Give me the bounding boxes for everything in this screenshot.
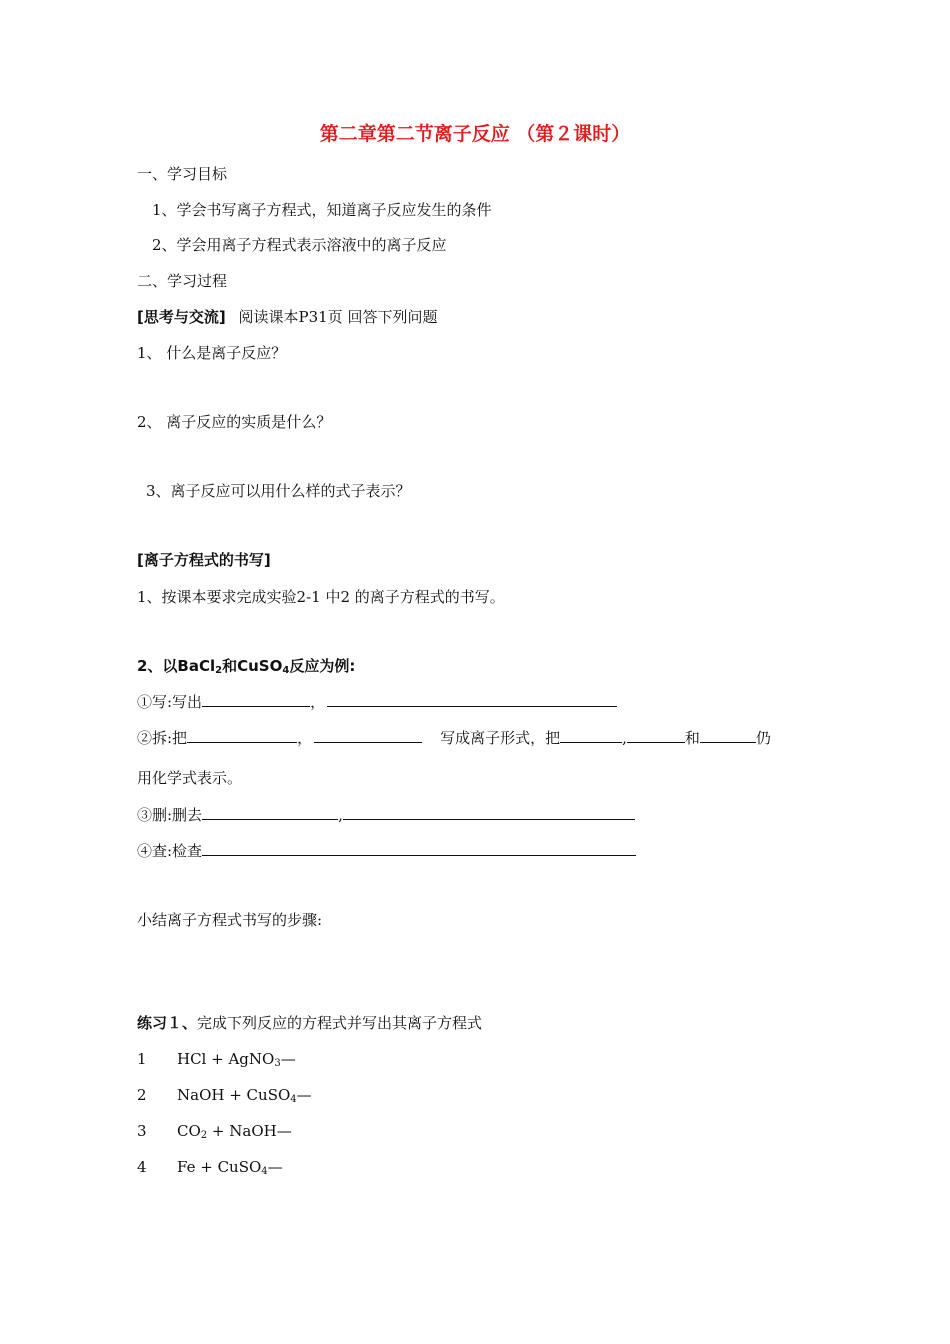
practice-formula: NaOH + CuSO xyxy=(177,1086,291,1104)
step-2-continued: 用化学式表示。 xyxy=(137,769,243,787)
step1-label: ①写:写出 xyxy=(137,693,203,711)
practice-item-4 xyxy=(137,1157,283,1182)
practice-tail: + NaOH— xyxy=(207,1122,292,1140)
practice-label: 练习１、 xyxy=(137,1014,198,1032)
question-2: 2、 离子反应的实质是什么？ xyxy=(137,413,332,431)
step2-label: ②拆:把 xyxy=(137,729,188,747)
step2-mid: 写成离子形式，把 xyxy=(440,729,561,747)
blank-1a[interactable] xyxy=(202,692,310,707)
blank-1b[interactable] xyxy=(327,692,617,707)
step-1 xyxy=(137,692,617,712)
writing-item-2 xyxy=(137,656,355,681)
comma-2: ， xyxy=(297,729,313,747)
comma-4: , xyxy=(338,806,343,824)
objective-item-2: 2、学会用离子方程式表示溶液中的离子反应 xyxy=(152,236,447,254)
blank-3a[interactable] xyxy=(202,805,338,820)
practice-num: 1 xyxy=(137,1050,147,1068)
think-label: [思考与交流] xyxy=(137,308,226,326)
blank-3b[interactable] xyxy=(343,805,635,820)
comma-1: ， xyxy=(310,693,326,711)
section2-heading: 二、学习过程 xyxy=(137,272,228,290)
practice-item-2 xyxy=(137,1085,312,1110)
writing-heading: [离子方程式的书写] xyxy=(137,551,271,569)
practice-text: 完成下列反应的方程式并写出其离子方程式 xyxy=(197,1014,483,1032)
writing-item-1: 1、按课本要求完成实验2-1 中2 的离子方程式的书写。 xyxy=(137,588,505,606)
step-2 xyxy=(137,728,771,748)
item2-sub2: 4 xyxy=(282,665,290,676)
section1-heading: 一、学习目标 xyxy=(137,165,228,183)
practice-tail: — xyxy=(280,1050,296,1068)
page-title: 第二章第二节离子反应 （第２课时） xyxy=(319,123,631,145)
step3-label: ③删:删去 xyxy=(137,806,203,824)
item2-prefix: 2、以BaCl xyxy=(137,657,216,675)
practice-heading xyxy=(137,1013,482,1033)
question-3: 3、离子反应可以用什么样的式子表示？ xyxy=(146,482,411,500)
practice-sub: 4 xyxy=(290,1094,297,1105)
blank-2b[interactable] xyxy=(314,728,422,743)
practice-sub: 2 xyxy=(200,1130,208,1141)
practice-tail: — xyxy=(267,1158,283,1176)
item2-mid: 和CuSO xyxy=(222,657,283,675)
objective-item-1: 1、学会书写离子方程式，知道离子反应发生的条件 xyxy=(152,201,492,219)
step2-and: 和 xyxy=(684,729,700,747)
comma-3: , xyxy=(622,729,627,747)
step2-end: 仍 xyxy=(755,729,771,747)
think-exchange xyxy=(137,307,437,327)
step4-label: ④查:检查 xyxy=(137,842,203,860)
practice-num: 2 xyxy=(137,1086,147,1104)
think-text: 阅读课本P31页 回答下列问题 xyxy=(238,308,438,326)
practice-formula: HCl + AgNO xyxy=(177,1050,275,1068)
practice-sub: 4 xyxy=(261,1166,268,1177)
blank-2c[interactable] xyxy=(560,728,622,743)
blank-2a[interactable] xyxy=(187,728,297,743)
practice-num: 4 xyxy=(137,1158,147,1176)
summary: 小结离子方程式书写的步骤: xyxy=(137,911,323,929)
item2-sub1: 2 xyxy=(215,665,223,676)
practice-sub: 3 xyxy=(274,1058,281,1069)
question-1: 1、 什么是离子反应？ xyxy=(137,344,287,362)
practice-formula: CO xyxy=(177,1122,201,1140)
practice-tail: — xyxy=(296,1086,312,1104)
step-4 xyxy=(137,841,636,861)
practice-num: 3 xyxy=(137,1122,147,1140)
practice-formula: Fe + CuSO xyxy=(177,1158,262,1176)
blank-4a[interactable] xyxy=(202,841,636,856)
step-3 xyxy=(137,805,635,825)
practice-item-1 xyxy=(137,1049,296,1074)
blank-2d[interactable] xyxy=(627,728,685,743)
item2-suffix: 反应为例: xyxy=(289,657,356,675)
practice-item-3 xyxy=(137,1121,292,1146)
blank-2e[interactable] xyxy=(700,728,756,743)
